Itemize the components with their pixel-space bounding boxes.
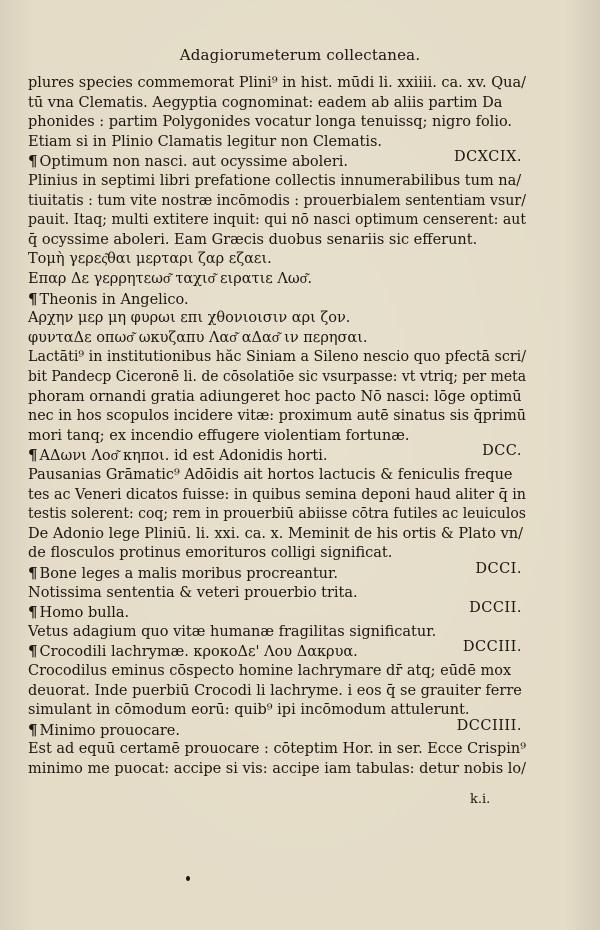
- text-line: [28, 525, 523, 543]
- line-text: Crocodilus eminus cōspecto homine lachrymare dr̄ atq; eūdē mox: [28, 663, 512, 679]
- text-line: [28, 211, 526, 229]
- line-text: tū vna Clematis. Aegyptia cognominat: eadem ab aliis partim Da: [28, 94, 503, 111]
- line-text: Optimum non nasci. aut ocyssime aboleri.: [39, 154, 349, 171]
- line-text: Αρχην μερ μη φυρωι επι χθονιοισιν αρι ζον.: [28, 310, 351, 327]
- text-line: [28, 662, 511, 680]
- text-line: [28, 231, 477, 249]
- text-line: [28, 250, 272, 268]
- section-number: DCCIII.: [462, 639, 522, 656]
- line-text: phonides : partim Polygonides vocatur longa tenuissq; nigro folio.: [28, 114, 513, 131]
- text-line: [28, 133, 382, 151]
- text-line: [28, 544, 392, 562]
- section-heading: [28, 564, 338, 583]
- section-number: DCCIIII.: [456, 717, 522, 734]
- text-line: [28, 388, 522, 406]
- line-text: tiuitatis : tum vite nostræ incōmodis : prouerbialem sententiam vsur/: [28, 192, 526, 209]
- line-text: tes ac Veneri dicatos fuisse: in quibus semina deponi haud aliter q̄ in: [28, 486, 526, 503]
- line-text: bit Pandecp Ciceronē li. de cōsolatiōe sic vsurpasse: vt vtriq; per meta: [28, 369, 526, 385]
- text-line: [28, 701, 470, 719]
- paragraph-mark-icon: ¶: [28, 289, 38, 308]
- text-line: [28, 348, 526, 366]
- line-text: Vetus adagium quo vitæ humanæ fragilitas significatur.: [28, 623, 437, 640]
- paragraph-mark-icon: ¶: [28, 720, 38, 739]
- line-text: Etiam si in Plinio Clamatis legitur non Clematis.: [28, 133, 383, 150]
- section-heading: [28, 290, 189, 309]
- text-line: [28, 94, 502, 112]
- line-text: Theonis in Angelico.: [39, 291, 189, 308]
- text-line: [28, 407, 526, 425]
- line-text: Επαρ Δε γερρητεωσ͂ ταχισ͂ ειρατιε Λωσ͂.: [28, 271, 313, 287]
- text-line: [28, 309, 350, 327]
- text-line: [28, 505, 526, 523]
- line-text: nec in hos scopulos incidere vitæ: proximum autē sinatus sis q̄primū: [28, 408, 526, 425]
- line-text: phoram ornandi gratia adiungeret hoc pacto Nō nasci: lōge optimū: [28, 388, 522, 405]
- ink-dot: [186, 876, 190, 881]
- line-text: mori tanq; ex incendio effugere violentiam fortunæ.: [28, 427, 410, 444]
- text-line: [28, 740, 526, 758]
- paragraph-mark-icon: ¶: [28, 446, 38, 465]
- line-text: Lactāti⁹ in institutionibus hăc Siniam a Sileno nescio quo pfectā scri/: [28, 349, 526, 366]
- section-number: DCC.: [482, 443, 522, 460]
- text-line: [28, 486, 526, 504]
- line-text: Crocodili lachrymæ. κροκοΔε' Λου Δακρυα.: [39, 644, 358, 661]
- section-heading: [28, 642, 358, 661]
- line-text: minimo me puocat: accipe si vis: accipe iam tabulas: detur nobis lo/: [28, 761, 526, 777]
- section-number: DCCI.: [475, 561, 522, 577]
- text-line: [28, 329, 368, 347]
- paragraph-mark-icon: ¶: [28, 603, 38, 622]
- text-line: [28, 270, 312, 288]
- line-text: testis solerent: coq; rem in prouerbiū abiisse cōtra futiles ac leuiculos: [28, 506, 526, 523]
- line-text: De Adonio lege Pliniū. li. xxi. ca. x. Meminit de his ortis & Plato vn/: [28, 525, 523, 542]
- text-line: [28, 623, 436, 641]
- line-text: φυνταΔε οπωσ͂ ωκυζαπυ Λασ͂ αΔασ͂ ιν περησαι.: [28, 329, 368, 346]
- line-text: simulant in cōmodum eorū: quib⁹ ipi incōmodum attulerunt.: [28, 702, 470, 719]
- line-text: Bone leges a malis moribus procreantur.: [39, 566, 338, 582]
- section-heading: [28, 152, 348, 171]
- section-number: DCXCIX.: [453, 149, 522, 166]
- text-line: [28, 584, 358, 602]
- line-text: Τομὴ γερες͂θαι μερταρι ζαρ εζαει.: [28, 251, 272, 268]
- line-text: Plinius in septimi libri prefatione collectis innumerabilibus tum na/: [28, 173, 522, 189]
- text-line: [28, 760, 526, 778]
- section-number: DCCII.: [469, 600, 522, 617]
- text-line: [28, 682, 522, 700]
- text-line: [28, 74, 526, 92]
- line-text: Notissima sententia & veteri prouerbio trita.: [28, 584, 358, 601]
- text-line: [28, 427, 409, 445]
- paragraph-mark-icon: ¶: [28, 152, 38, 171]
- line-text: Est ad equū certamē prouocare : cōteptim Hor. in ser. Ecce Crispin⁹: [28, 741, 526, 758]
- line-text: Homo bulla.: [39, 605, 130, 622]
- line-text: plures species commemorat Plini⁹ in hist. mūdi li. xxiiii. ca. xv. Qua/: [28, 75, 526, 91]
- paragraph-mark-icon: ¶: [28, 642, 38, 661]
- paragraph-mark-icon: ¶: [28, 564, 38, 582]
- text-line: [28, 192, 526, 210]
- text-line: [28, 466, 513, 484]
- section-heading: [28, 446, 327, 465]
- section-heading: [28, 721, 180, 740]
- running-header: Adagiorumeterum collectanea.: [179, 46, 421, 64]
- signature-mark: k.i.: [470, 792, 491, 807]
- text-line: [28, 368, 526, 386]
- line-text: de flosculos protinus emorituros colligi significat.: [28, 545, 393, 562]
- section-heading: [28, 603, 129, 622]
- line-text: deuorat. Inde puerbiū Crocodi li lachryme. i eos q̄ se grauiter ferre: [28, 682, 522, 699]
- text-line: [28, 113, 512, 131]
- text-line: [28, 172, 521, 190]
- line-text: Pausanias Grāmatic⁹ Adōidis ait hortos lactucis & feniculis freque: [28, 467, 513, 483]
- line-text: ΑΔωνι Λοσ͂ κηποι. id est Adonidis horti.: [39, 448, 328, 465]
- line-text: q̄ ocyssime aboleri. Eam Græcis duobus senariis sic efferunt.: [28, 231, 478, 248]
- line-text: Minimo prouocare.: [39, 722, 180, 739]
- line-text: pauit. Itaq; multi extitere inquit: qui nō nasci optimum censerent: aut: [28, 212, 526, 229]
